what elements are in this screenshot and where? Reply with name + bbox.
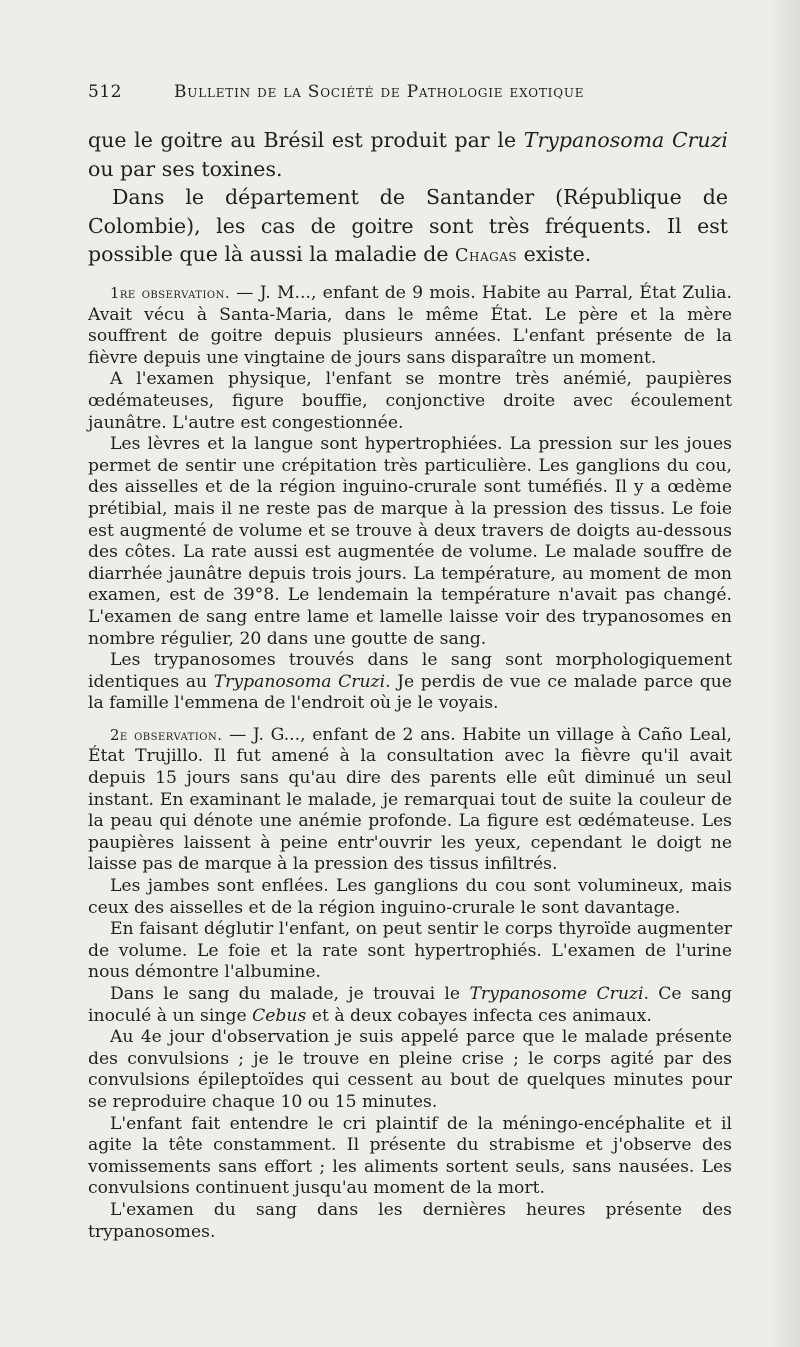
observation-2-paragraph-2: Les jambes sont enflées. Les ganglions du cou sont volumineux, mais ceux des aisselles et de la région inguino-crurale le sont davantage.: [88, 876, 732, 918]
page-header: [88, 82, 728, 106]
observation-1-paragraph-3: Les lèvres et la langue sont hypertrophiées. La pression sur les joues permet de sentir une crépitation très particulière. Les ganglions du cou, des aisselles et de la région inguino-crurale sont tuméfiés. Il y a œdème prétibial, mais il ne reste pas de marque à la pression des tissus. Le foie est augmenté de volume et se trouve à deux travers de doigts au-dessous des côtes. La rate aussi est augmentée de volume. Le malade souffre de diarrhée jaunâtre depuis trois jours. La température, au moment de mon examen, est de 39°8. Le lendemain la température n'avait pas changé. L'examen de sang entre lame et lamelle laisse voir des trypanosomes en nombre régulier, 20 dans une goutte de sang.: [88, 434, 732, 649]
intro-paragraph-2: Dans le département de Santander (République de Colombie), les cas de goitre sont très fréquents. Il est possible que là aussi la maladie de Chagas existe.: [88, 185, 728, 266]
intro-text: [88, 126, 728, 271]
intro-paragraph-1: que le goitre au Brésil est produit par le Trypanosoma Cruzi ou par ses toxines.: [88, 128, 728, 181]
observation-1-paragraph-2: A l'examen physique, l'enfant se montre très anémié, paupières œdémateuses, figure bouffie, conjonctive droite avec écoulement jaunâtre. L'autre est congestionnée.: [88, 369, 732, 433]
observation-1-label: 1re observation.: [110, 285, 231, 302]
page-number: 512: [88, 82, 122, 102]
observation-1-heading-paragraph: 1re observation. — J. M..., enfant de 9 mois. Habite au Parral, État Zulia. Avait vécu à Santa-Maria, dans le même État. Le père et la mère souffrent de goitre depuis plusieurs années. L'enfant présente de la fièvre depuis une vingtaine de jours sans disparaître un moment.: [88, 283, 732, 368]
observation-2-paragraph-5: Au 4e jour d'observation je suis appelé parce que le malade présente des convulsions ; je le trouve en pleine crise ; le corps agité par des convulsions épileptoïdes qui cessent au bout de quelques minutes pour se reproduire chaque 10 ou 15 minutes.: [88, 1027, 732, 1112]
observation-2-paragraph-4: Dans le sang du malade, je trouvai le Trypanosome Cruzi. Ce sang inoculé à un singe Cebus et à deux cobayes infecta ces animaux.: [88, 984, 732, 1026]
author-name: Chagas: [455, 246, 518, 266]
species-name: Trypanosoma Cruzi: [523, 128, 728, 152]
observation-2-heading-paragraph: 2e observation. — J. G..., enfant de 2 ans. Habite un village à Caño Leal, État Trujillo. Il fut amené à la consultation avec la fièvre qu'il avait depuis 15 jours sans qu'au dire des parents elle eût diminué un seul instant. En examinant le malade, je remarquai tout de suite la couleur de la peau qui dénote une anémie profonde. La figure est œdémateuse. Les paupières laissent à peine entr'ouvrir les yeux, cependant le doigt ne laisse pas de marque à la pression des tissus infiltrés.: [88, 724, 732, 875]
observation-2-paragraph-3: En faisant déglutir l'enfant, on peut sentir le corps thyroïde augmenter de volume. Le foie et la rate sont hypertrophiés. L'examen de l'urine nous démontre l'albumine.: [88, 919, 732, 983]
running-title: Bulletin de la Société de Pathologie exotique: [174, 82, 585, 102]
observation-2-label: 2e observation.: [110, 726, 223, 744]
observations-section: [88, 283, 732, 1243]
observation-2-paragraph-6: L'enfant fait entendre le cri plaintif de la méningo-encéphalite et il agite la tête constamment. Il présente du strabisme et j'observe des vomissements sans effort ; les aliments sortent seuls, sans nausées. Les convulsions continuent jusqu'au moment de la mort.: [88, 1113, 732, 1199]
observation-2-paragraph-7: L'examen du sang dans les dernières heures présente des trypanosomes.: [88, 1199, 732, 1242]
page-edge-shadow: [770, 0, 800, 1347]
observation-1-paragraph-4: Les trypanosomes trouvés dans le sang sont morphologiquement identiques au Trypanosoma Cruzi. Je perdis de vue ce malade parce que la famille l'emmena de l'endroit où je le voyais.: [88, 650, 732, 714]
